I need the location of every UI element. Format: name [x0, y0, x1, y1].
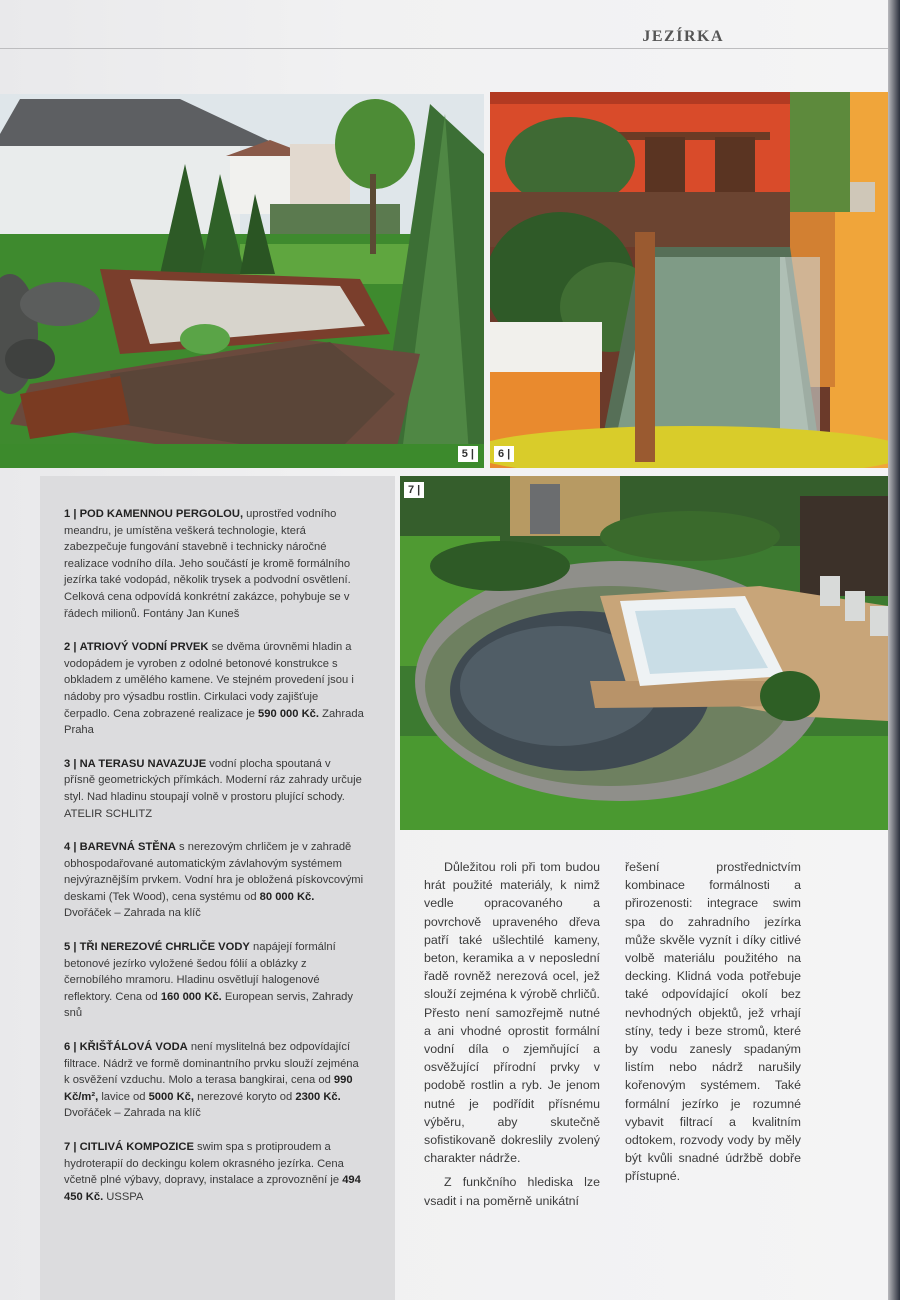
photo-5-wooden-deck-pool	[0, 94, 484, 468]
body-paragraph: Důležitou roli při tom budou hrát použité materiály, k nimž vedle opracovaného a povrchově upraveného dřeva patří také ušlechtilé kameny, beton, keramika a v neposlední řadě rovněž nerezová ocel, jež slouží zejména k výrobě chrličů. Přesto není samozřejmě nutné a ani vhodné oprostit formální vodní díla o zjemňující a osvěžující přírodní prvky v podobě rostlin a ryb. Je jenom nutné je podřídit přísnému výběru, aby skutečně sofistikovaně dokreslily zvolený charakter nádrže.	[424, 860, 600, 1166]
photo-7-swim-spa-pond	[400, 476, 888, 830]
body-column-2	[625, 858, 801, 1192]
header-rule	[0, 48, 888, 49]
page-edge-shadow	[888, 0, 900, 1300]
caption-2: 2 | ATRIOVÝ VODNÍ PRVEK se dvěma úrovněmi hladin a vodopádem je vyroben z odolné betonové konstrukce s obkladem z umělého kamene. Ve stejném provedení jsou i nádoby pro výsadbu rostlin. Cirkulaci vody zajišťuje čerpadlo. Cena zobrazené realizace je 590 000 Kč. Zahrada Praha	[64, 641, 364, 737]
photo-number-5: 5 |	[458, 446, 478, 462]
caption-4: 4 | BAREVNÁ STĚNA s nerezovým chrličem je v zahradě obhospodařované automatickým závlahovým systémem nejvýraznějším prvkem. Vodní hra je obložená pískovcovými deskami (Tek Wood), cena systému od 80 000 Kč. Dvořáček – Zahrada na klíč	[64, 841, 364, 920]
caption-3: 3 | NA TERASU NAVAZUJE vodní plocha spoutaná v přísně geometrických přímkách. Moderní ráz zahrady určuje styl. Nad hladinu stoupají volně v prostoru plující schody. ATELIR SCHLITZ	[64, 757, 362, 820]
caption-5: 5 | TŘI NEREZOVÉ CHRLIČE VODY napájejí formální betonové jezírko vyložené šedou fólií a oblázky z černobílého mramoru. Hladinu osvětlují halogenové reflektory. Cena od 160 000 Kč. European servis, Zahrady snů	[64, 941, 353, 1020]
caption-6: 6 | KŘIŠŤÁLOVÁ VODA není myslitelná bez odpovídající filtrace. Nádrž ve formě dominantního prvku slouží zejména k osvěžení vzduchu. Molo a terasa bangkirai, cena od 990 Kč/m², lavice od 5000 Kč, nerezové koryto od 2300 Kč. Dvořáček – Zahrada na klíč	[64, 1041, 359, 1120]
body-column-1	[424, 858, 600, 1216]
caption-1: 1 | POD KAMENNOU PERGOLOU, uprostřed vodního meandru, je umístěna veškerá technologie, která zabezpečuje fungování stavebně i technicky náročné realizace vodního díla. Jeho součástí je kromě formálního jezírka také vodopád, několik trysek a podvodní osvětlení. Celková cena odpovídá konkrétní zakázce, pohybuje se v řádech milionů. Fontány Jan Kuneš	[64, 508, 351, 620]
photo-6-red-wall-water-feature	[490, 92, 888, 468]
photo-number-6: 6 |	[494, 446, 514, 462]
section-title: JEZÍRKA	[642, 28, 724, 45]
caption-7: 7 | CITLIVÁ KOMPOZICE swim spa s protiproudem a hydroterapií do deckingu kolem okrasného jezírka. Cena včetně plné výbavy, dopravy, instalace a zprovoznění je 494 450 Kč. USSPA	[64, 1141, 361, 1203]
body-paragraph: řešení prostřednictvím kombinace formálnosti a přirozenosti: integrace swim spa do zahradního jezírka může skvěle vyznít i díky citlivé volbě materiálu použitého na decking. Klidná voda potřebuje také odpovídající okolí bez nevhodných objektů, jež vrhají stíny, tedy i beze stromů, které by vodu zanesly spadaným listím nebo nádrž narušily kořenovým systémem. Také formální jezírko je rozumné vybavit filtrací a kvalitním odtokem, rozvody vody by měly být kvůli snadné údržbě dobře přístupné.	[625, 860, 801, 1184]
photo-number-7: 7 |	[404, 482, 424, 498]
body-paragraph: Z funkčního hlediska lze vsadit i na poměrně unikátní	[424, 1175, 600, 1208]
photo-captions-panel	[40, 476, 395, 1300]
